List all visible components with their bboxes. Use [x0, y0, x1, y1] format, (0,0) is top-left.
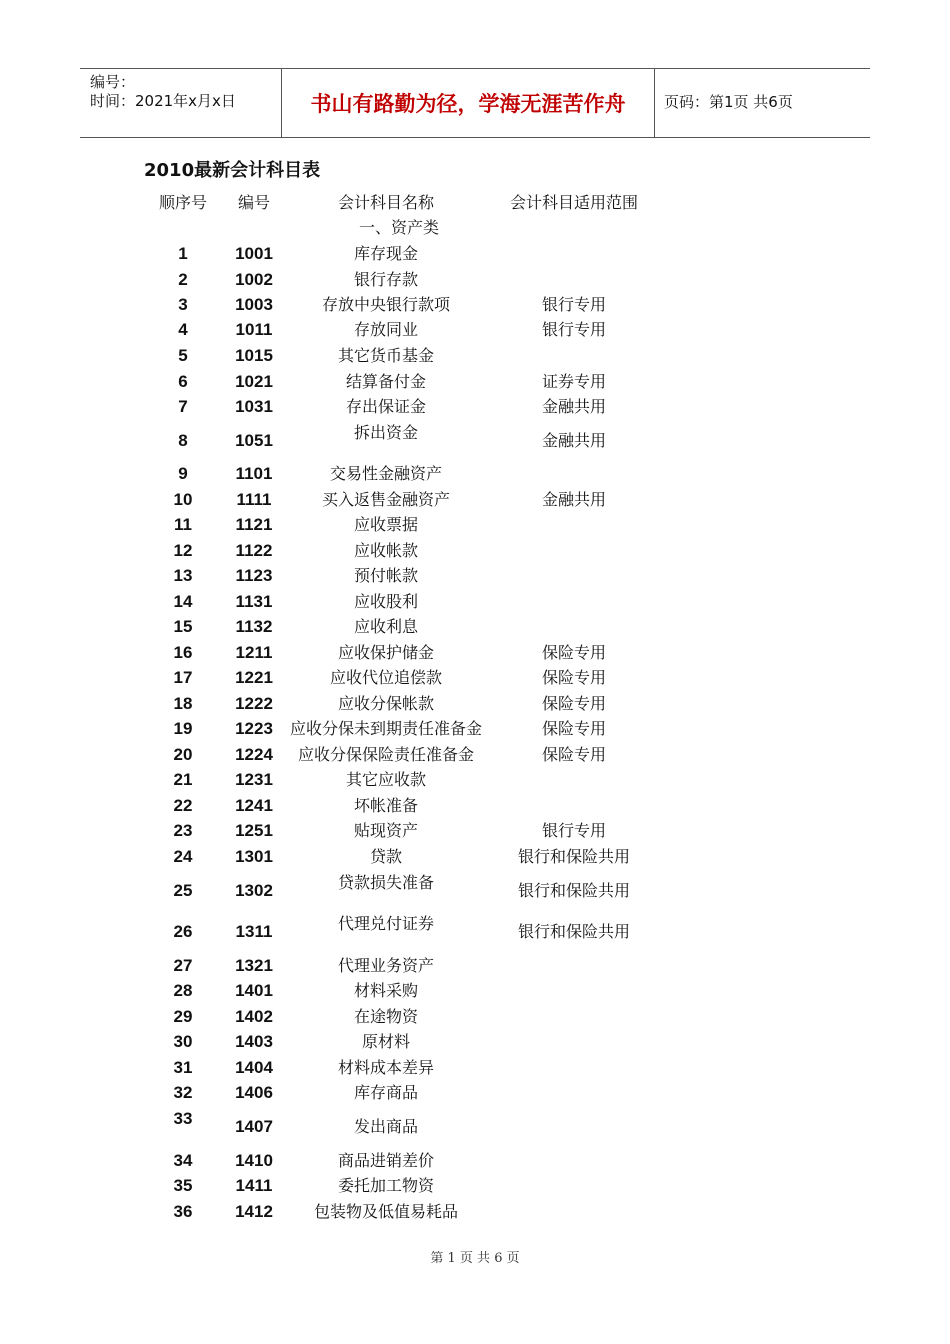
- row-account-code: 1410: [235, 1151, 273, 1170]
- row-account-code: 1051: [235, 431, 273, 450]
- row-seq-number: 25: [173, 881, 193, 900]
- row-seq-number: 15: [173, 617, 193, 636]
- row-account-code: 1211: [235, 643, 273, 662]
- row-account-scope: 保险专用: [541, 668, 607, 687]
- row-account-scope: 银行专用: [541, 320, 607, 339]
- row-account-name: 包装物及低值易耗品: [313, 1202, 459, 1221]
- row-seq-number: 2: [178, 270, 188, 289]
- row-account-code: 1223: [235, 719, 273, 738]
- column-header-name: 会计科目名称: [337, 193, 435, 212]
- row-seq-number: 13: [173, 566, 193, 585]
- row-seq-number: 12: [173, 541, 193, 560]
- row-account-name: 其它应收款: [345, 770, 427, 789]
- row-account-scope: 银行和保险共用: [517, 881, 631, 900]
- row-seq-number: 5: [178, 346, 188, 365]
- row-account-code: 1224: [235, 745, 273, 764]
- row-account-name: 原材料: [361, 1032, 411, 1051]
- row-account-name: 应收分保保险责任准备金: [297, 745, 475, 764]
- row-seq-number: 23: [173, 821, 193, 840]
- row-account-code: 1251: [235, 821, 273, 840]
- row-seq-number: 31: [173, 1058, 193, 1077]
- row-account-code: 1302: [235, 881, 273, 900]
- row-account-name: 材料成本差异: [337, 1058, 435, 1077]
- row-seq-number: 22: [173, 796, 193, 815]
- row-seq-number: 8: [178, 431, 188, 450]
- row-account-code: 1311: [235, 922, 273, 941]
- row-seq-number: 6: [178, 372, 188, 391]
- row-account-name: 结算备付金: [345, 372, 427, 391]
- row-seq-number: 9: [178, 464, 188, 483]
- row-account-code: 1111: [236, 490, 272, 509]
- row-account-name: 委托加工物资: [337, 1176, 435, 1195]
- row-account-scope: 银行和保险共用: [517, 847, 631, 866]
- row-account-scope: 银行专用: [541, 821, 607, 840]
- row-seq-number: 21: [173, 770, 193, 789]
- row-account-code: 1402: [235, 1007, 273, 1026]
- header-motto-cell: [281, 69, 655, 137]
- row-account-code: 1406: [235, 1083, 273, 1102]
- row-account-name: 应收票据: [353, 515, 419, 534]
- row-account-code: 1132: [235, 617, 273, 636]
- row-account-name: 预付帐款: [353, 566, 419, 585]
- row-account-code: 1412: [235, 1202, 273, 1221]
- row-seq-number: 11: [174, 515, 192, 534]
- row-account-name: 应收分保帐款: [337, 694, 435, 713]
- row-account-name: 其它货币基金: [337, 346, 435, 365]
- row-account-code: 1123: [235, 566, 273, 585]
- column-header-scope: 会计科目适用范围: [509, 193, 639, 212]
- row-account-name: 应收股利: [353, 592, 419, 611]
- row-account-name: 存放同业: [353, 320, 419, 339]
- row-account-scope: 银行和保险共用: [517, 922, 631, 941]
- row-account-name: 应收代位追偿款: [329, 668, 443, 687]
- row-account-name: 贴现资产: [353, 821, 419, 840]
- row-account-scope: 银行专用: [541, 295, 607, 314]
- row-account-code: 1121: [235, 515, 273, 534]
- row-account-code: 1003: [235, 295, 273, 314]
- row-seq-number: 18: [173, 694, 193, 713]
- row-account-code: 1404: [235, 1058, 273, 1077]
- row-seq-number: 32: [173, 1083, 193, 1102]
- time-label: 时间：2021年x月x日: [90, 92, 236, 110]
- row-account-name: 交易性金融资产: [329, 464, 443, 483]
- row-seq-number: 7: [178, 397, 188, 416]
- row-account-code: 1001: [235, 244, 273, 263]
- row-account-name: 代理兑付证券: [337, 914, 435, 933]
- row-account-code: 1407: [235, 1117, 273, 1136]
- row-account-name: 在途物资: [353, 1007, 419, 1026]
- row-seq-number: 34: [173, 1151, 193, 1170]
- row-account-name: 代理业务资产: [337, 956, 435, 975]
- row-account-scope: 金融共用: [541, 397, 607, 416]
- row-account-code: 1241: [235, 796, 273, 815]
- header-info-cell: [80, 69, 281, 137]
- category-heading: 一、资产类: [358, 218, 440, 237]
- row-account-name: 商品进销差价: [337, 1151, 435, 1170]
- page-header: [80, 68, 870, 138]
- row-account-name: 贷款损失准备: [337, 873, 435, 892]
- row-account-name: 银行存款: [353, 270, 419, 289]
- row-account-code: 1222: [235, 694, 273, 713]
- row-account-code: 1122: [235, 541, 273, 560]
- row-account-code: 1131: [235, 592, 273, 611]
- row-seq-number: 3: [178, 295, 188, 314]
- row-account-code: 1101: [235, 464, 273, 483]
- row-account-code: 1015: [235, 346, 273, 365]
- row-account-code: 1221: [235, 668, 273, 687]
- row-account-scope: 保险专用: [541, 694, 607, 713]
- row-account-name: 坏帐准备: [353, 796, 419, 815]
- motto: 书山有路勤为径，学海无涯苦作舟: [310, 92, 626, 116]
- row-account-name: 应收保护储金: [337, 643, 435, 662]
- row-account-name: 贷款: [369, 847, 403, 866]
- row-account-name: 存出保证金: [345, 397, 427, 416]
- row-seq-number: 20: [173, 745, 193, 764]
- row-seq-number: 28: [173, 981, 193, 1000]
- row-account-name: 买入返售金融资产: [321, 490, 451, 509]
- row-account-name: 拆出资金: [353, 423, 419, 442]
- row-seq-number: 17: [173, 668, 193, 687]
- row-account-name: 应收帐款: [353, 541, 419, 560]
- page-footer: 第 1 页 共 6 页: [430, 1251, 520, 1266]
- row-seq-number: 29: [173, 1007, 193, 1026]
- row-account-name: 库存商品: [353, 1083, 419, 1102]
- row-seq-number: 19: [173, 719, 193, 738]
- row-account-name: 库存现金: [353, 244, 419, 263]
- row-seq-number: 30: [173, 1032, 193, 1051]
- column-header-seq: 顺序号: [158, 193, 208, 212]
- row-seq-number: 24: [173, 847, 193, 866]
- row-seq-number: 16: [173, 643, 193, 662]
- row-account-code: 1401: [235, 981, 273, 1000]
- row-seq-number: 14: [173, 592, 193, 611]
- row-account-name: 应收分保未到期责任准备金: [289, 719, 483, 738]
- page-label: 页码：第1页 共6页: [664, 93, 793, 111]
- row-account-scope: 证券专用: [541, 372, 607, 391]
- row-account-code: 1411: [235, 1176, 273, 1195]
- row-account-scope: 保险专用: [541, 745, 607, 764]
- row-account-code: 1321: [235, 956, 273, 975]
- row-seq-number: 36: [173, 1202, 193, 1221]
- row-account-scope: 金融共用: [541, 490, 607, 509]
- row-account-name: 材料采购: [353, 981, 419, 1000]
- row-seq-number: 26: [173, 922, 193, 941]
- row-account-code: 1002: [235, 270, 273, 289]
- row-seq-number: 4: [178, 320, 188, 339]
- row-account-code: 1021: [235, 372, 273, 391]
- row-seq-number: 1: [178, 244, 188, 263]
- row-account-code: 1031: [235, 397, 273, 416]
- row-account-code: 1301: [235, 847, 273, 866]
- row-account-name: 应收利息: [353, 617, 419, 636]
- row-seq-number: 35: [173, 1176, 193, 1195]
- row-seq-number: 27: [173, 956, 193, 975]
- document-title: 2010最新会计科目表: [144, 160, 321, 181]
- row-account-scope: 保险专用: [541, 719, 607, 738]
- row-account-scope: 金融共用: [541, 431, 607, 450]
- row-account-scope: 保险专用: [541, 643, 607, 662]
- row-account-code: 1403: [235, 1032, 273, 1051]
- row-seq-number: 33: [173, 1109, 193, 1128]
- row-account-code: 1231: [235, 770, 273, 789]
- header-page-cell: [654, 69, 870, 137]
- serial-label: 编号：: [90, 73, 136, 91]
- row-account-name: 发出商品: [353, 1117, 419, 1136]
- row-account-code: 1011: [235, 320, 273, 339]
- column-header-code: 编号: [237, 193, 271, 212]
- row-seq-number: 10: [173, 490, 193, 509]
- row-account-name: 存放中央银行款项: [321, 295, 451, 314]
